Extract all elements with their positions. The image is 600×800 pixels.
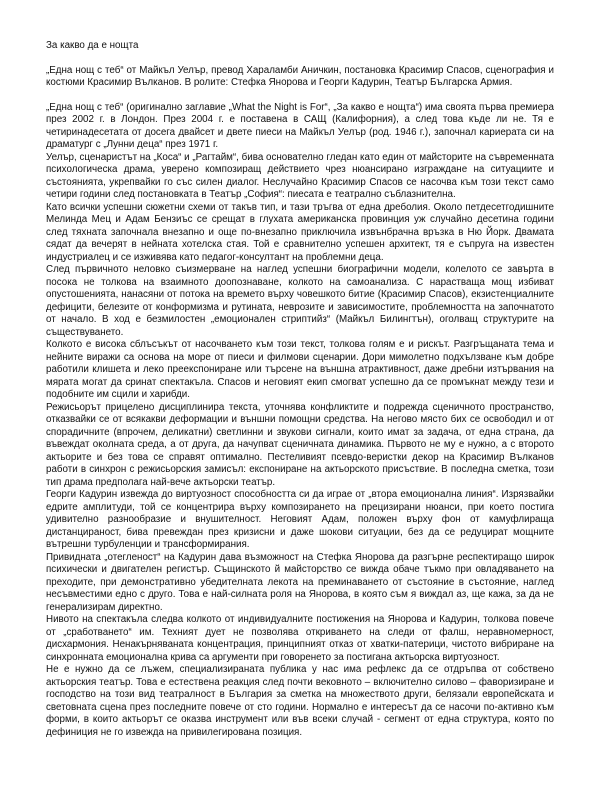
body-paragraph-1: „Една нощ с теб“ (оригинално заглавие „What the Night is For“, „За какво е нощта“) има своята първа премиера през 2002 г. в Лондон. През 2004 г. е поставена в САЩ (Калифорния), а след това къде ли не. Тя е четиринадесетата от досега двайсет и двете пиеси на Майкъл Уелър (род. 1946 г.), започнал кариерата си на драматург с „Лунни деца“ през 1971 г. xyxy=(46,101,554,150)
body-paragraph-9: Нивото на спектакъла следва колкото от индивидуалните постижения на Янорова и Кадурин, толкова повече от „сработването“ им. Техният дует не позволява откриването на следи от фалш, неравномерност, дисхармония. Ненакърняваната концентрация, принципният отказ от хватки-патерици, чистото вибриране на синхронната емоционална крива са аргументи при говоренето за постигана актьорска виртуозност. xyxy=(46,614,554,663)
body-paragraph-3: Като всички успешни сюжетни схеми от такъв тип, и тази тръгва от една дреболия. Около петдесетгодишните Мелинда Мец и Адам Бензиъс се срещат в глухата американска провинция уж случайно десетина години след тяхната започнала внезапно и още по-внезапно приключила извънбрачна връзка в Ню Йорк. Двамата сядат да вечерят в нейната хотелска стая. Той е сравнително успешен архитект, тя е съпруга на известен индустриалец и се изживява като педагог-консултант на проблемни деца. xyxy=(46,201,554,263)
body-paragraph-4: След първичното неловко съизмерване на наглед успешни биографични модели, колелото се завърта в посока не толкова на взаимното доопознаване, колкото на самоанализа. С нарастваща мощ избиват опустошенията, нанасяни от потока на времето върху човешкото битие (Красимир Спасов), екзистенциалните дефицити, белезите от конформизма и рутината, неврозите и зависимостите, проблемността на започнатото от начало. В ход е безмилостен „емоционален стриптийз“ (Майкъл Билингтън), оголващ структурите на съществуването. xyxy=(46,264,554,338)
credits-paragraph: „Една нощ с теб“ от Майкъл Уелър, превод Хараламби Аничкин, постановка Красимир Спасов, сценография и костюми Красимир Вълканов. В ролите: Стефка Янорова и Георги Кадурин, Театър Българска Армия. xyxy=(46,64,554,88)
document-title: За какво да е нощта xyxy=(46,40,139,51)
body-paragraph-5: Колкото е висока сблъсъкът от насочването към този текст, толкова голям е и рискът. Разгръщаната тема и нейните виражи са основа на море от пиеси и филмови сценарии. Дори мимолетно подхълзване към добре работили клишета и леко преекспониране или търсене на външна атрактивност, даже дребни изтървания на мярата могат да сринат спектакъла. Спасов и неговият екип смогват успешно да се промъкнат между тези и подобните им сцили и харибди. xyxy=(46,339,554,400)
body-paragraph-8: Привидната „отегленост“ на Кадурин дава възможност на Стефка Янорова да разгърне респектиращо широк психически и двигателен регистър. Същинското й майсторство се вижда обаче тъкмо при овладяването на преходите, при демонстративно убедителната лекота на преминаването от състояние в състояние, наглед несъвместими едно с друго. Това е най-силната роля на Янорова, в която съм я виждал аз, ще кажа, за да не генерализирам директно. xyxy=(46,551,554,613)
body-paragraph-7: Георги Кадурин извежда до виртуозност способността си да играе от „втора емоционална линия“. Изрязвайки едрите амплитуди, той се концентрира върху композирането на прецизирани нюанси, при което постига удивително разнообразие и внушителност. Неговият Адам, положен върху фон от камуфлираща дистанцираност, бива превеждан през кризисни и даже шокови ситуации, без да се редуцират мощните вътрешни турбуленции и трансформирания. xyxy=(46,489,554,550)
body-paragraph-2: Уелър, сценаристът на „Коса“ и „Рагтайм“, бива основателно гледан като един от майсторите на съвременната психологическа драма, уверено композиращ действието чрез нюансирано изграждане на ситуациите и състоянията, укрепвайки го със силен диалог. Неслучайно Красимир Спасов се насочва към този текст само четири години след постановката в Театър „София“: пиесата е театрално съблазнителна. xyxy=(46,151,554,200)
body-paragraph-10: Не е нужно да се лъжем, специализираната публика у нас има рефлекс да се отдръпва от собствено актьорския театър. Това е естествена реакция след почти вековното – включително силово – фаворизиране и господство на този вид театралност в България за сметка на множеството други, белязали европейската и световната сцена през последните повече от сто години. Нормално е интересът да се насочи по-активно към форми, в които актьорът се оказва инструмент или във всеки случай - сегмент от една структура, която по дефиниция не го извежда на привилегирована позиция. xyxy=(46,664,554,738)
body-paragraph-6: Режисьорът прицелено дисциплинира текста, уточнява конфликтите и подрежда сценичното пространство, отказвайки се от всякакви деформации и външни помощни средства. На негово място бих се освободил и от спорадичните (впрочем, деликатни) светлинни и звукови сигнали, които имат за задача, от една страна, да въвеждат околната среда, а от друга, да начупват сценичната динамика. Първото не му е нужно, а с второто актьорите и без това се справят оптимално. Пестеливият псевдо-веристки декор на Красимир Вълканов работи в синхрон с режисьорския замисъл: експониране на актьорското присъствие. В последна сметка, този тип драма предполага най-вече актьорски театър. xyxy=(46,401,554,488)
